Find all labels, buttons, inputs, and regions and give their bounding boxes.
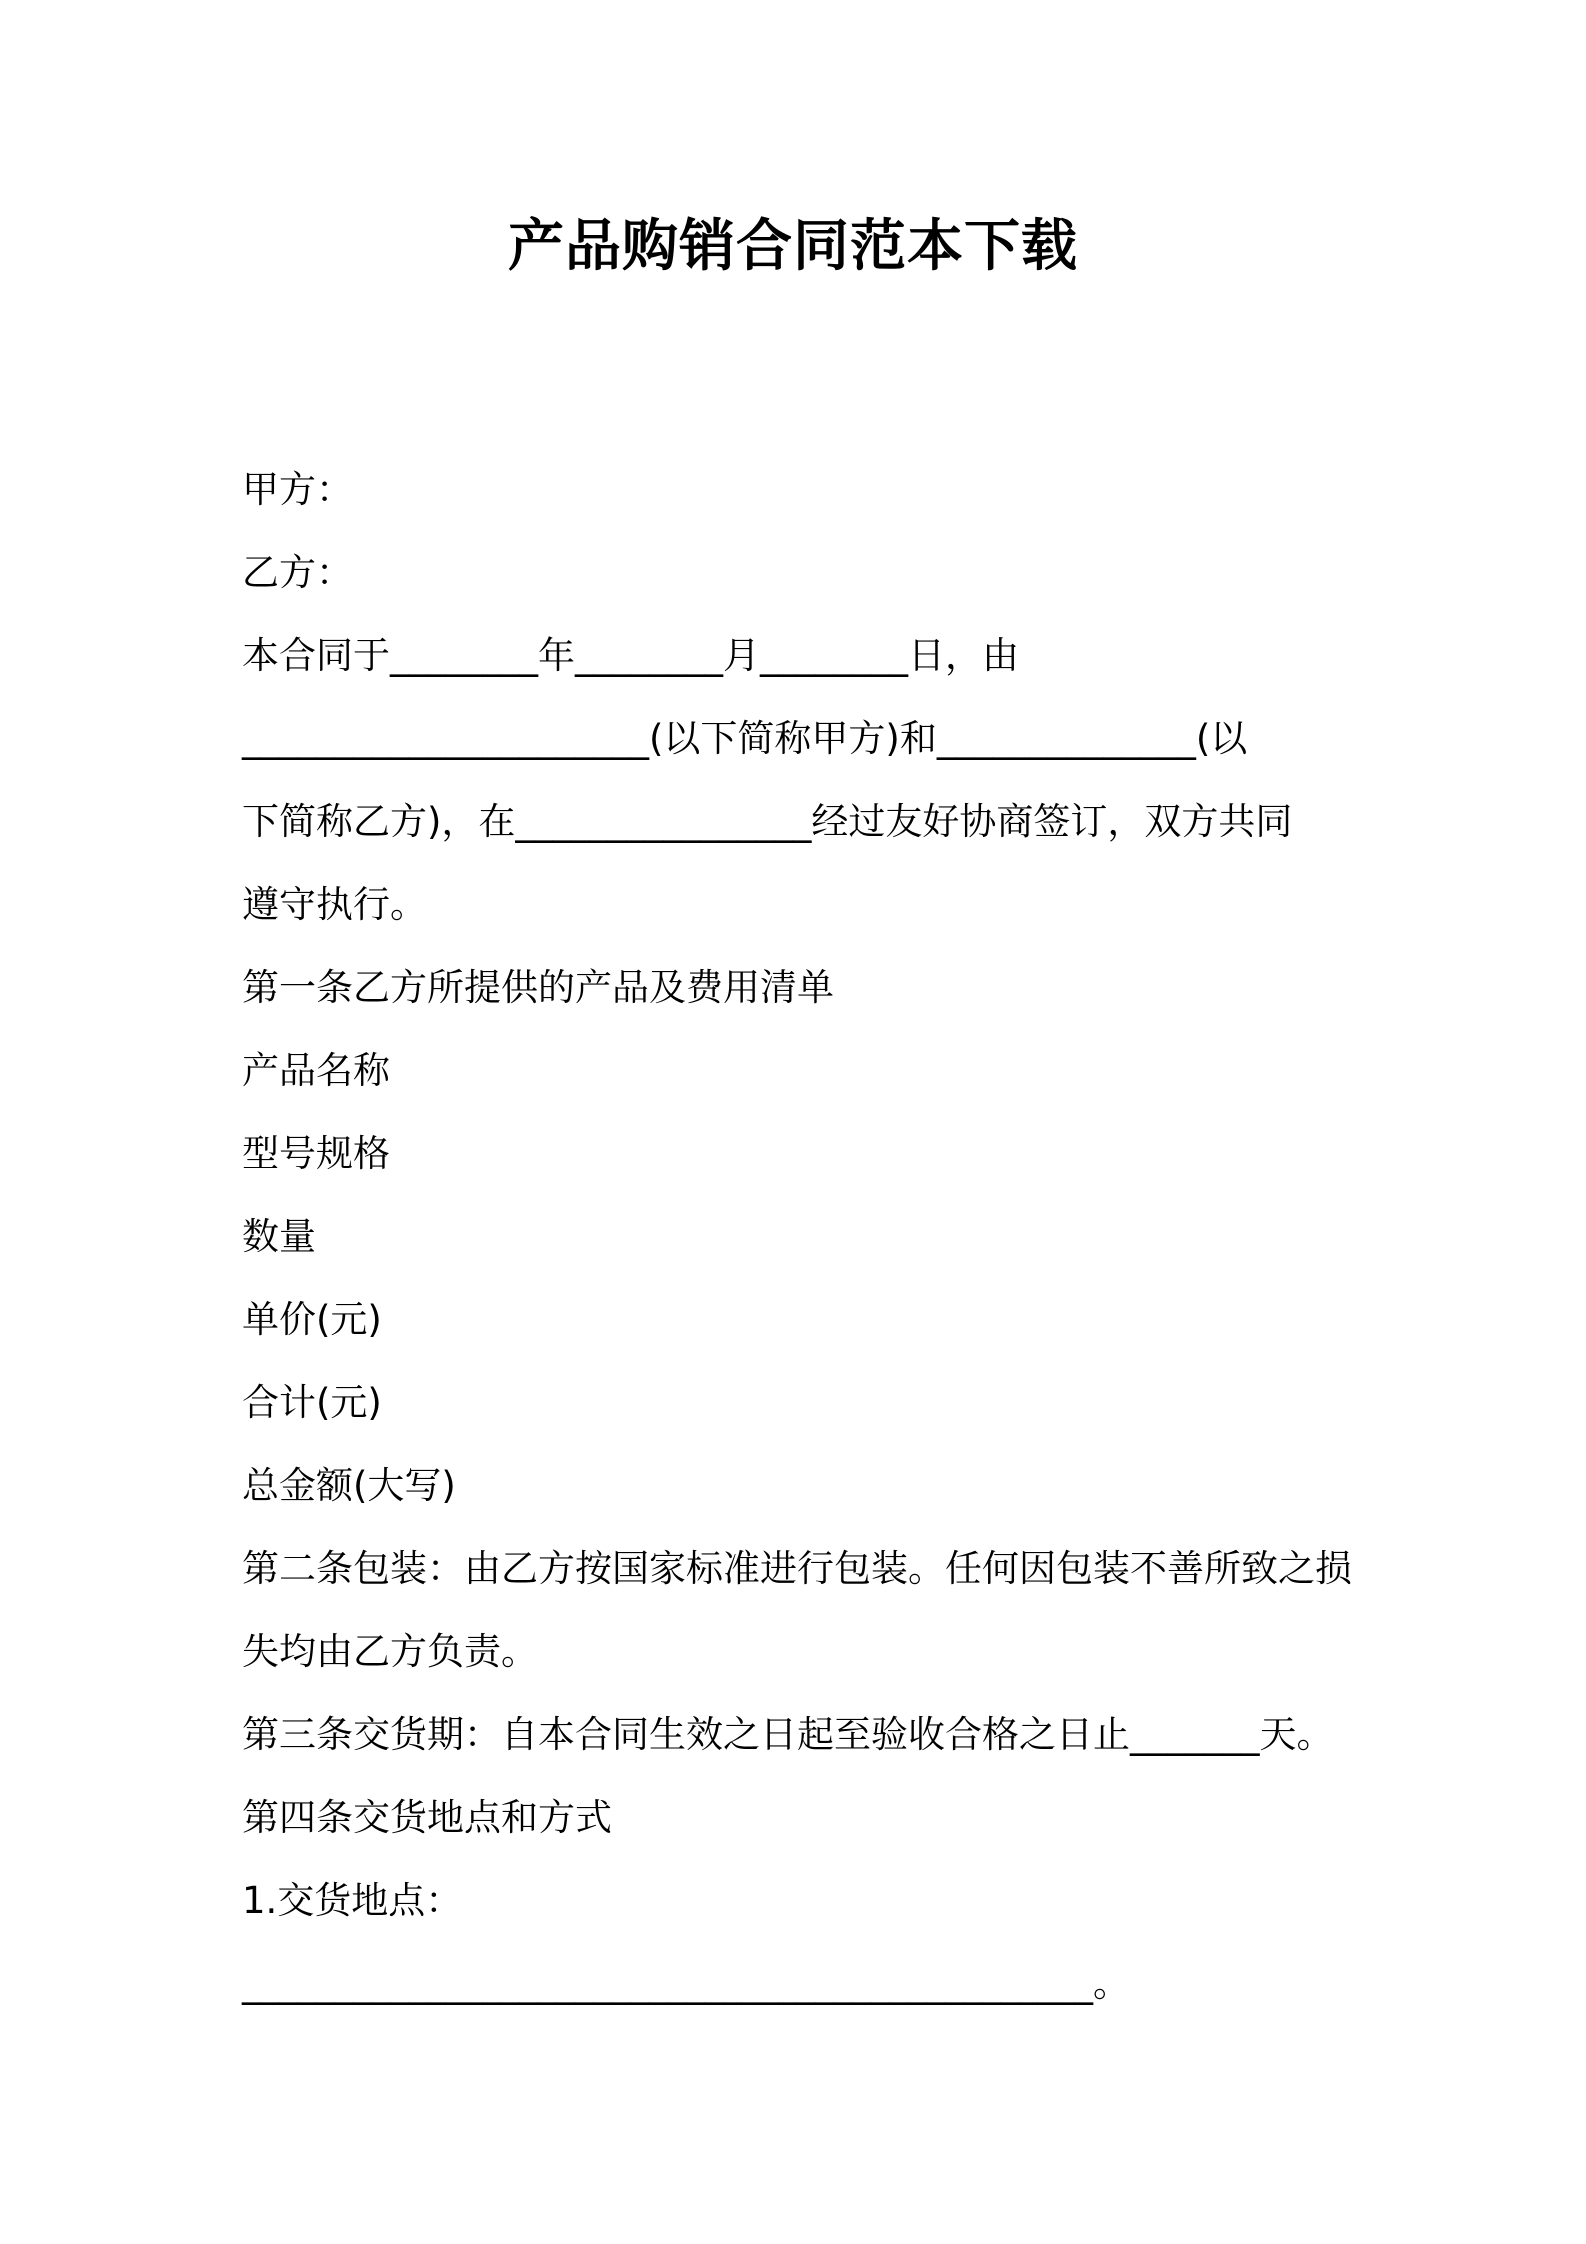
unit-price-label: 单价(元) bbox=[242, 1298, 382, 1341]
document-body bbox=[242, 448, 1362, 2025]
contract-parties-line: ______________________(以下简称甲方)和______________(以 bbox=[242, 717, 1248, 760]
contract-compliance-line: 遵守执行。 bbox=[242, 883, 427, 926]
total-amount-label: 总金额(大写) bbox=[242, 1464, 456, 1507]
product-name-label: 产品名称 bbox=[242, 1049, 390, 1092]
article-4-heading: 第四条交货地点和方式 bbox=[242, 1796, 612, 1839]
contract-place-line: 下简称乙方)，在________________经过友好协商签订，双方共同 bbox=[242, 800, 1293, 843]
model-spec-label: 型号规格 bbox=[242, 1132, 390, 1175]
document-title: 产品购销合同范本下载 bbox=[508, 214, 1078, 279]
delivery-place-blank: ______________________________________________。 bbox=[242, 1962, 1130, 2005]
delivery-place-label: 1.交货地点： bbox=[242, 1879, 463, 1922]
contract-date-line: 本合同于________年________月________日，由 bbox=[242, 634, 1019, 677]
article-2-line-2: 失均由乙方负责。 bbox=[242, 1630, 538, 1673]
article-1-heading: 第一条乙方所提供的产品及费用清单 bbox=[242, 966, 834, 1009]
article-2-line-1: 第二条包装：由乙方按国家标准进行包装。任何因包装不善所致之损 bbox=[242, 1547, 1352, 1590]
quantity-label: 数量 bbox=[242, 1215, 316, 1258]
party-a-line: 甲方： bbox=[242, 468, 353, 511]
party-b-line: 乙方： bbox=[242, 551, 353, 594]
article-3-line: 第三条交货期：自本合同生效之日起至验收合格之日止_______天。 bbox=[242, 1713, 1334, 1756]
subtotal-label: 合计(元) bbox=[242, 1381, 382, 1424]
